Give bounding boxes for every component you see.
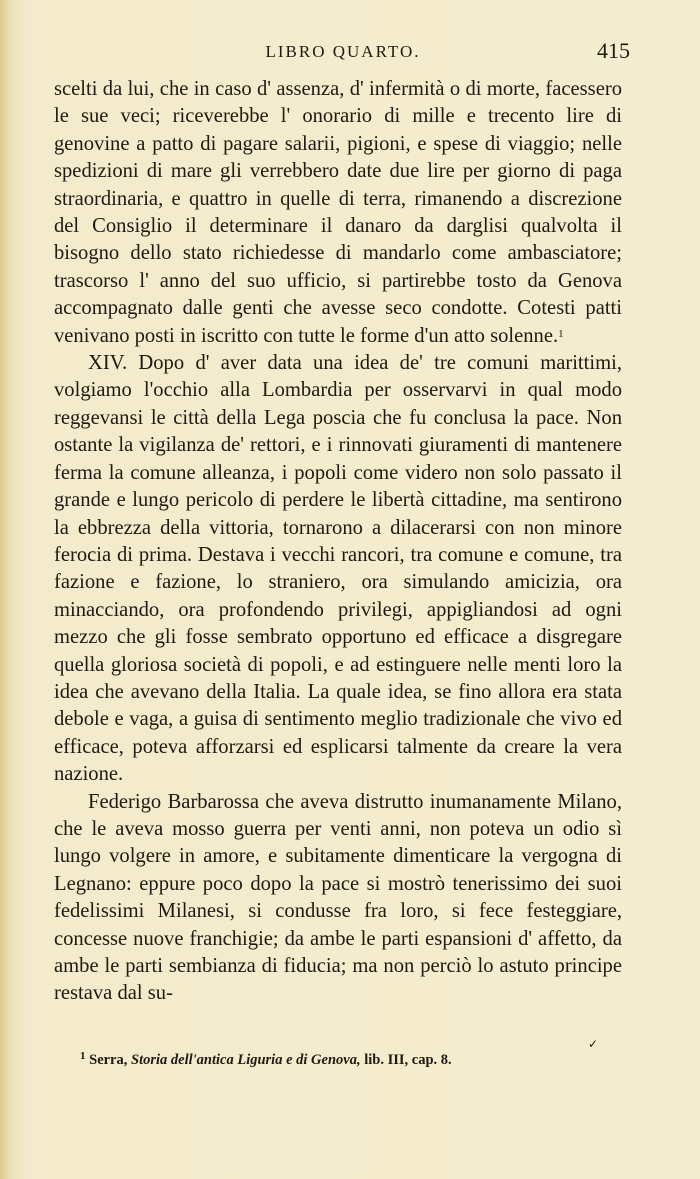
footnote-number: 1 [80,1050,86,1062]
footnote-author: Serra, [89,1052,128,1068]
catchword-mark: ✓ [588,1037,599,1051]
page-number: 415 [597,38,630,63]
paragraph-3: Federigo Barbarossa che aveva distrutto inumanamente Milano, che le aveva mosso guerra per venti anni, non poteva un odio sì lungo volgere in amore, e subitamente dimenticare la vergogna di Legnano: eppure poco dopo la pace si mostrò tenerissimo dei suoi fedelissimi Milanesi, si condusse fra loro, si fece festeggiare, concesse nuove franchigie; da ambe le parti espansioni d' affetto, da ambe le parti sembianza di fiducia; ma non perciò lo astuto principe restava dal su- [54,790,622,1005]
running-head: LIBRO QUARTO. [265,42,421,61]
page-header [56,38,630,66]
body-text [54,76,622,1008]
paragraph-1-text: scelti da lui, che in caso d' assenza, d' infermità o di morte, facessero le sue veci; riceverebbe l' onorario di mille e trecento lire di genovine a patto di pagare salarii, pigioni, e spese di viaggio; nelle spedizioni di mare gli verrebbero date due lire per giorno di paga straordinaria, e quattro in quelle di terra, rimanendo a discrezione del Consiglio il determinare il danaro da darglisi qualvolta il bisogno dello stato richiedesse di mandarlo come ambasciatore; trascorso l' anno del suo ufficio, si partirebbe tosto da Genova accompagnato dalle genti che avesse seco condotte. Cotesti patti venivano posti in iscritto con tutte le forme d'un atto solenne. [54,78,622,347]
footnote [80,1052,620,1069]
footnote-title: Storia dell'antica Liguria e di Genova, [131,1052,361,1068]
footnote-reference: 1 [558,327,564,340]
paragraph-2: XIV. Dopo d' aver data una idea de' tre comuni marittimi, volgiamo l'occhio alla Lombardia per osservarvi in qual modo reggevansi le città della Lega poscia che fu conclusa la pace. Non ostante la vigilanza de' rettori, e i rinnovati giuramenti di mantenere ferma la comune alleanza, i popoli come videro non solo passato il grande e lungo pericolo di perdere le libertà cittadine, ma sentirono la ebbrezza della vittoria, tornarono a dilacerarsi con non minore ferocia di prima. Destava i vecchi rancori, tra comune e comune, tra fazione e fazione, lo straniero, ora simulando amicizia, ora minacciando, ora profondendo privilegi, appigliandosi ad ogni mezzo che gli fosse sembrato opportuno ed efficace a disgregare quella gloriosa società di popoli, e ad estinguere nelle menti loro la idea che avevano della Italia. La quale idea, se fino allora era stata debole e vaga, a guisa di sentimento meglio tradizionale che vivo ed efficace, poteva afforzarsi ed esplicarsi talmente da creare la vera nazione. [54,352,622,786]
footnote-reference-detail: lib. III, cap. 8. [364,1052,452,1068]
paragraph-1 [54,76,622,350]
